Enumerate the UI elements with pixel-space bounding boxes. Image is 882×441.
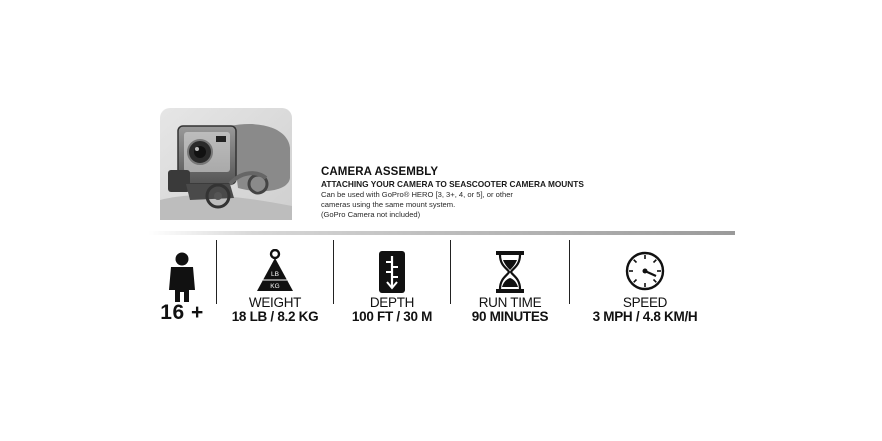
speedometer-icon [625, 251, 665, 296]
weight-icon [255, 249, 295, 298]
spec-weight-value: 18 LB / 8.2 KG [231, 309, 319, 324]
camera-assembly-subtitle: ATTACHING YOUR CAMERA TO SEASCOOTER CAMERA MOUNTS [321, 179, 584, 189]
camera-assembly-title: CAMERA ASSEMBLY [321, 166, 439, 178]
hourglass-icon [494, 250, 526, 299]
weight-icon-unit-bottom: KG [270, 283, 280, 290]
camera-assembly-section [321, 165, 651, 220]
camera-assembly-line: Can be used with GoPro® HERO [3, 3+, 4, or 5], or other [321, 190, 513, 199]
camera-assembly-line: cameras using the same mount system. [321, 200, 456, 209]
specs-row [148, 238, 748, 328]
person-icon [165, 252, 199, 307]
weight-icon-unit-top: LB [271, 271, 279, 278]
camera-assembly-line: (GoPro Camera not included) [321, 210, 421, 219]
spec-depth-label: DEPTH [369, 295, 415, 310]
camera-assembly-photo [160, 108, 292, 220]
spec-depth-value: 100 FT / 30 M [351, 309, 433, 324]
spec-runtime-label: RUN TIME [478, 295, 542, 310]
spec-weight-label: WEIGHT [248, 295, 302, 310]
spec-speed [570, 238, 720, 328]
spec-age [148, 238, 216, 328]
spec-age-value: 16 + [160, 301, 204, 324]
spec-weight [217, 238, 333, 328]
spec-speed-value: 3 MPH / 4.8 KM/H [592, 309, 698, 324]
depth-gauge-icon [378, 250, 406, 299]
spec-speed-label: SPEED [622, 295, 668, 310]
spec-runtime-value: 90 MINUTES [471, 309, 549, 324]
spec-runtime [451, 238, 569, 328]
spec-depth [334, 238, 450, 328]
section-divider [148, 231, 735, 235]
